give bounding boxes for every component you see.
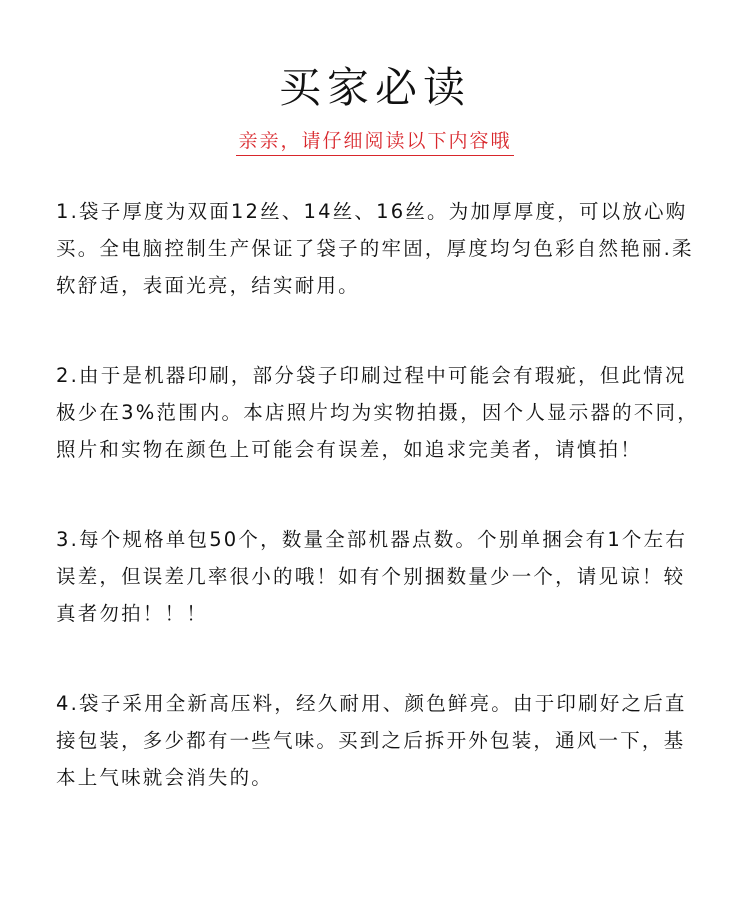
subtitle-container xyxy=(0,128,750,156)
notice-paragraph-4: 4.袋子采用全新高压料，经久耐用、颜色鲜亮。由于印刷好之后直接包装，多少都有一些气味。买到之后拆开外包装，通风一下，基本上气味就会消失的。 xyxy=(56,692,687,789)
notice-paragraph-2: 2.由于是机器印刷，部分袋子印刷过程中可能会有瑕疵，但此情况极少在3%范围内。本店照片均为实物拍摄，因个人显示器的不同，照片和实物在颜色上可能会有误差，如追求完美者，请慎拍！ xyxy=(56,364,699,461)
subtitle: 亲亲，请仔细阅读以下内容哦 xyxy=(236,128,513,156)
page-title: 买家必读 xyxy=(278,63,471,112)
notice-paragraph-1: 1.袋子厚度为双面12丝、14丝、16丝。为加厚厚度，可以放心购买。全电脑控制生产保证了袋子的牢固，厚度均匀色彩自然艳丽.柔软舒适，表面光亮，结实耐用。 xyxy=(56,200,694,297)
notice-paragraph-3: 3.每个规格单包50个，数量全部机器点数。个别单捆会有1个左右误差，但误差几率很小的哦！如有个别捆数量少一个，请见谅！较真者勿拍！！！ xyxy=(56,528,688,625)
notice-content xyxy=(56,193,706,796)
